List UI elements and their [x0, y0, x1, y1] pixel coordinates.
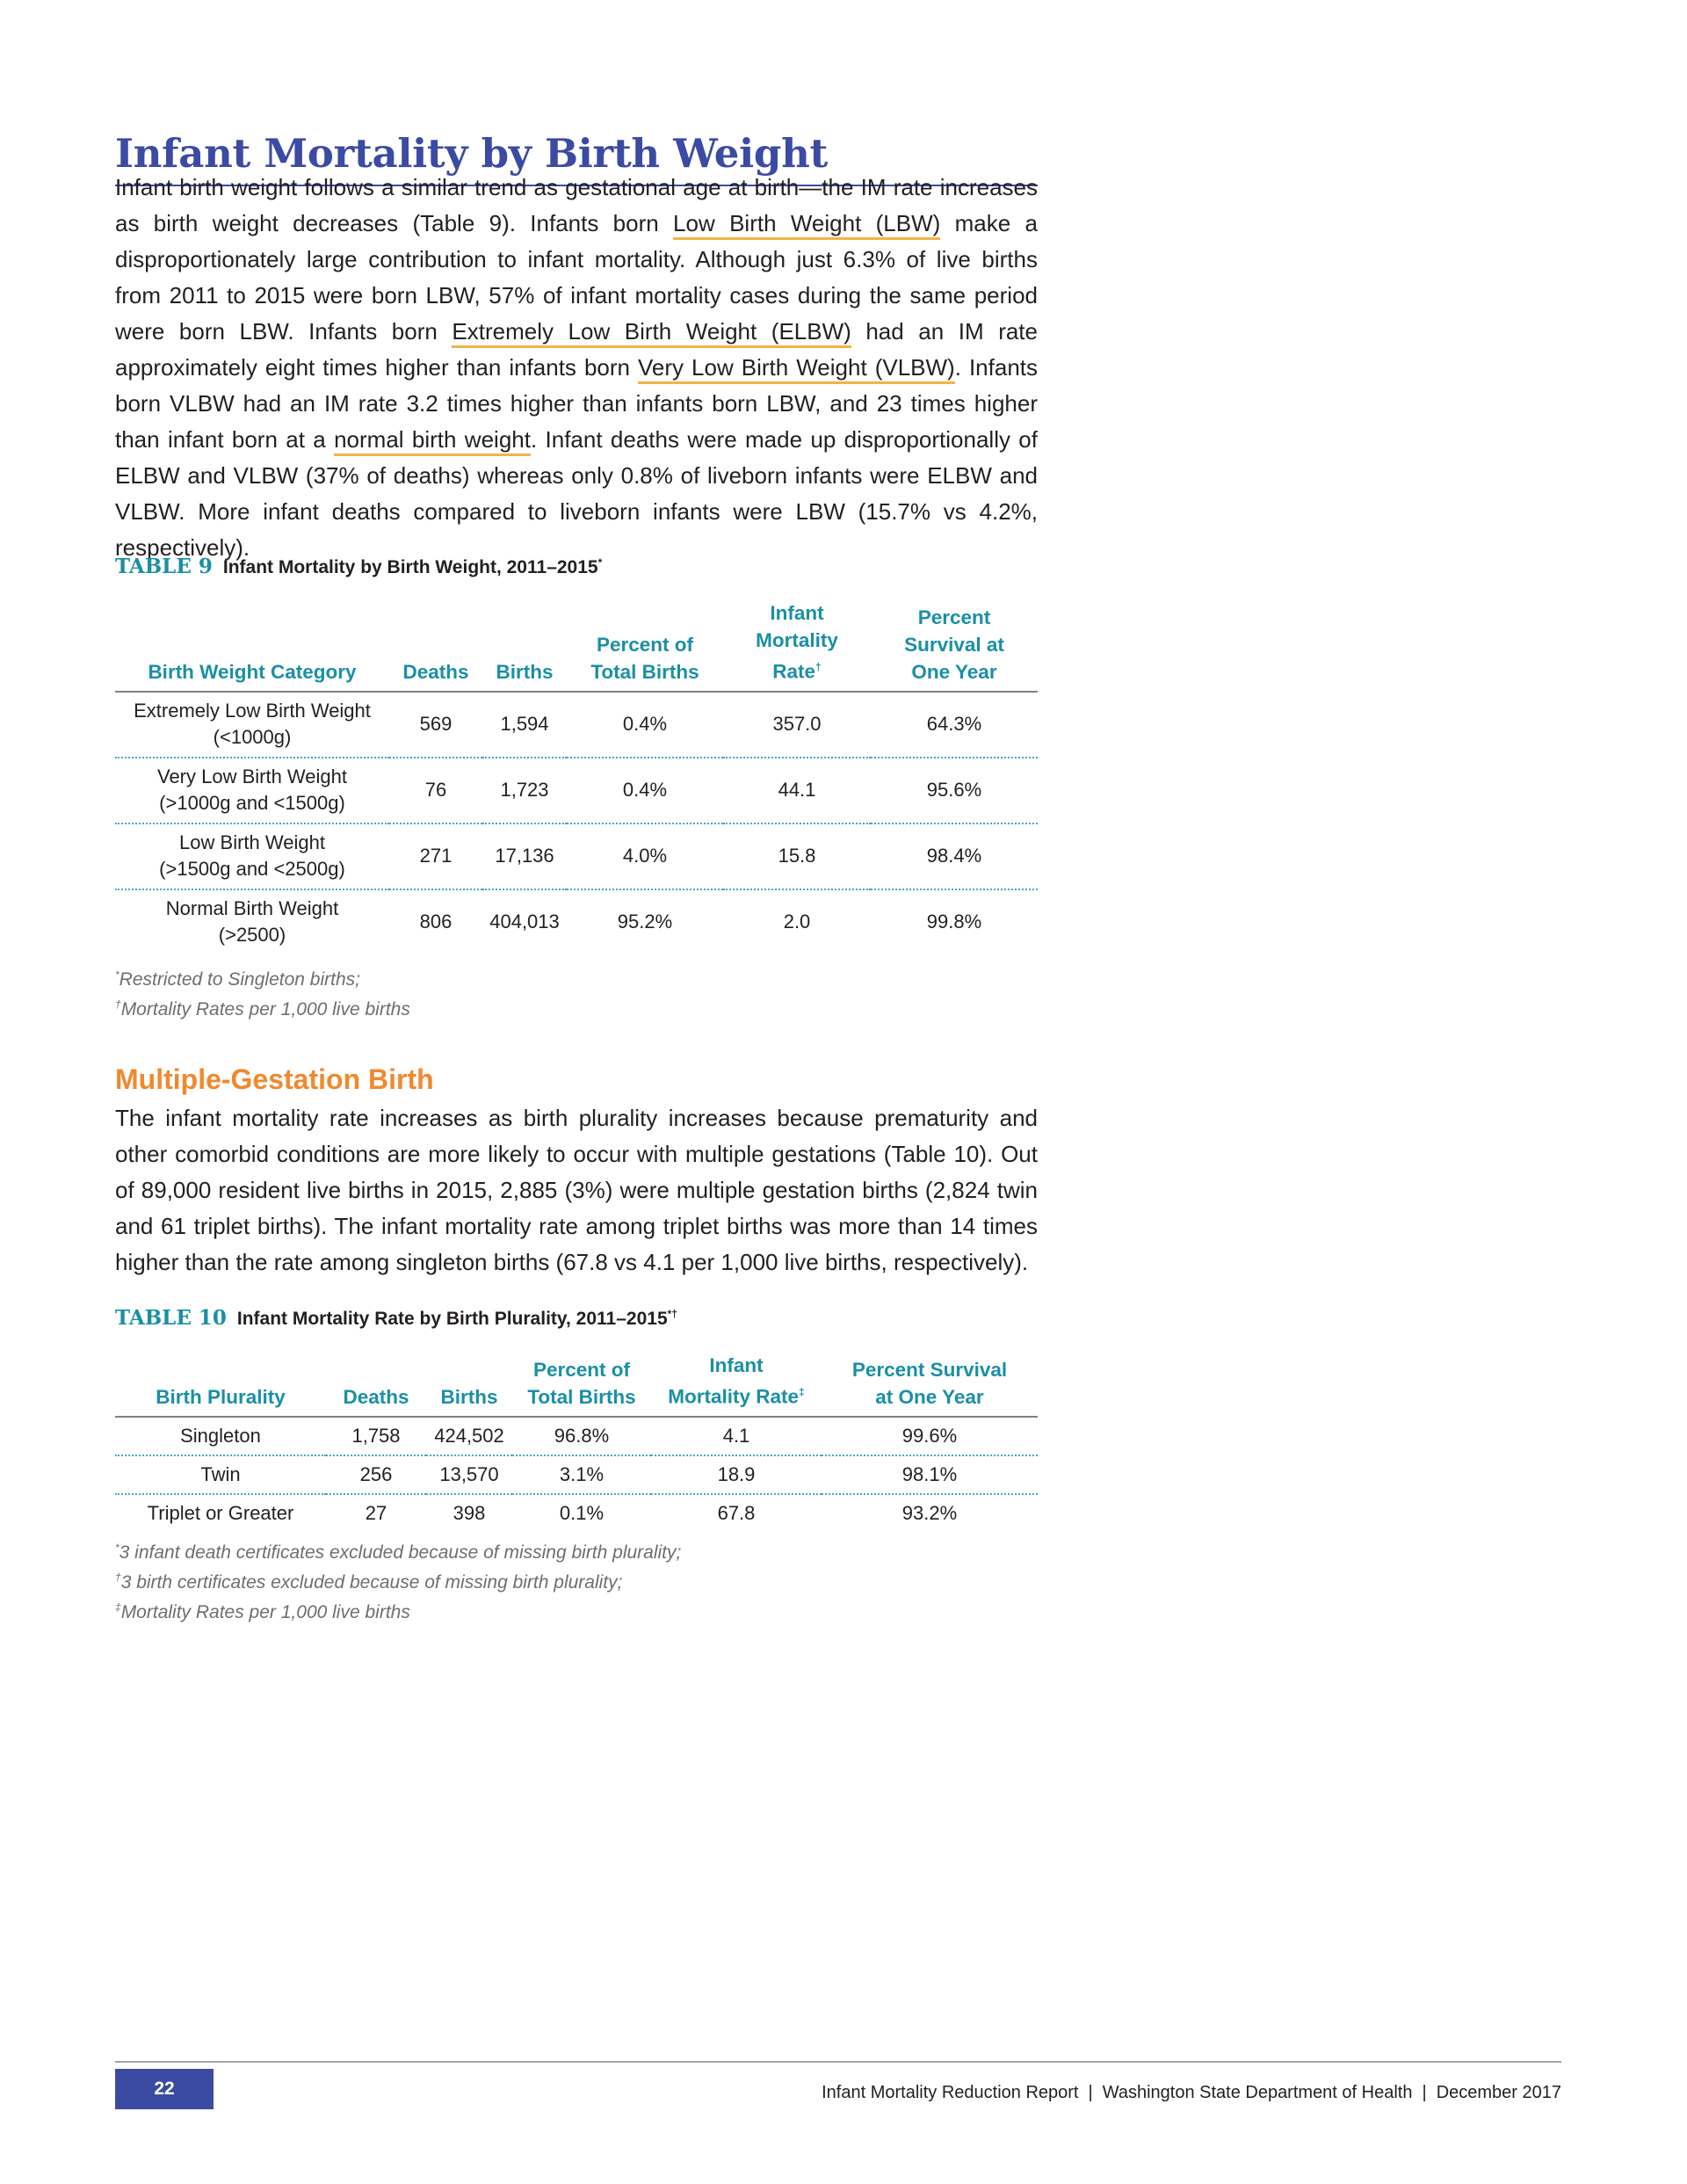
footnote-text: Mortality Rates per 1,000 live births [120, 999, 410, 1019]
table9 [115, 599, 1038, 954]
th-birth-weight-category: Birth Weight Category [115, 599, 389, 692]
footnote [115, 962, 1038, 992]
cell-percent: 95.2% [567, 889, 723, 954]
table-row [115, 1494, 1038, 1532]
th-mark: † [815, 661, 822, 673]
th-percent-survival [871, 599, 1038, 692]
th-mark: ‡ [799, 1386, 805, 1398]
table10-label: TABLE 10 [115, 1306, 227, 1330]
intro-text: had an IM rate approximately eight times higher than infants born [115, 318, 1038, 381]
th-infant-mortality-rate [723, 599, 871, 692]
category-line: Extremely Low Birth Weight [134, 700, 371, 722]
th-text: One Year [911, 660, 997, 683]
cell-births: 404,013 [482, 889, 567, 954]
category-line: Low Birth Weight [179, 831, 325, 853]
cell-deaths: 76 [389, 758, 482, 824]
cell-deaths: 1,758 [351, 1424, 401, 1447]
th-text: at One Year [875, 1385, 984, 1408]
footnote-mark: * [115, 969, 119, 981]
footnote [115, 1595, 1038, 1625]
cell-births: 1,594 [500, 713, 549, 735]
term-normal-birth-weight: normal birth weight [334, 426, 531, 456]
cell-percent: 4.0% [567, 824, 723, 889]
footnote-mark: † [115, 998, 121, 1011]
cell-deaths: 569 [419, 713, 453, 735]
cell-deaths: 271 [389, 824, 482, 889]
cell-deaths: 27 [326, 1494, 426, 1532]
th-births: Births [482, 599, 567, 692]
footnote-text: Mortality Rates per 1,000 live births [120, 1602, 410, 1622]
category-line: Normal Birth Weight [165, 897, 339, 919]
category-line: (>1000g and <1500g) [159, 792, 345, 814]
footnote [115, 1565, 1038, 1595]
intro-text: make a disproportionately large contribution to infant mortality. Although just 6.3% of live births from 2011 to 2015 were born LBW, 57% of infant mortality cases during the same period were born LBW. Infants born [115, 210, 1039, 345]
table9-label: TABLE 9 [115, 555, 213, 578]
cell-percent: 3.1% [512, 1455, 651, 1494]
table-row [115, 1417, 1038, 1455]
cell-survival: 99.6% [901, 1424, 958, 1447]
cell-plurality: Singleton [180, 1424, 261, 1447]
th-text: Mortality [756, 629, 838, 651]
cell-rate: 67.8 [651, 1494, 822, 1532]
section-paragraph: The infant mortality rate increases as birth plurality increases because prematurity and other comorbid conditions are more likely to occur with multiple gestations (Table 10). Out of 89,000 resident live births in 2015, 2,885 (3%) were multiple gestation births (2,824 twin and 61 triplet births). The infant mortality rate among triplet births was more than 14 times higher than the rate among singleton births (67.8 vs 4.1 per 1,000 live births, respectively). [115, 1105, 1038, 1275]
th-text: Mortality Rate [668, 1385, 800, 1408]
page-title: Infant Mortality by Birth Weight [115, 130, 1038, 186]
term-elbw: Extremely Low Birth Weight (ELBW) [452, 318, 851, 348]
footnote-text: 3 birth certificates excluded because of missing birth plurality; [120, 1572, 623, 1593]
th-infant-mortality-rate [651, 1352, 822, 1417]
th-deaths: Deaths [326, 1352, 426, 1417]
th-birth-plurality: Birth Plurality [115, 1352, 326, 1417]
cell-deaths: 256 [326, 1455, 426, 1494]
table10-caption [115, 1306, 1038, 1330]
th-percent-survival [822, 1352, 1038, 1417]
footnote-text: Restricted to Singleton births; [119, 969, 360, 990]
table10-notes [115, 1535, 1038, 1625]
footnote-mark: † [115, 1571, 121, 1584]
cell-survival: 64.3% [926, 713, 982, 735]
cell-rate: 44.1 [723, 758, 871, 824]
th-text: Total Births [590, 660, 699, 683]
cell-percent: 0.1% [512, 1494, 651, 1532]
intro-paragraph [115, 170, 1038, 566]
th-text: Rate [772, 660, 816, 683]
footer-org: Washington State Department of Health [1102, 2083, 1413, 2102]
cell-percent: 96.8% [554, 1424, 610, 1447]
table-row [115, 889, 1038, 954]
table10-title: Infant Mortality Rate by Birth Plurality, 2011–2015 [236, 1309, 668, 1329]
th-percent-total-births [512, 1352, 651, 1417]
th-percent-total-births [567, 599, 723, 692]
intro-text: . Infants born VLBW had an IM rate 3.2 times higher than infants born LBW, and 23 times higher than infant born at a [115, 354, 1039, 453]
footer-divider [115, 2061, 1561, 2063]
th-text: Percent [917, 606, 991, 628]
footnote [115, 1535, 1038, 1565]
footer-separator: | [1088, 2083, 1093, 2102]
term-lbw: Low Birth Weight (LBW) [673, 210, 940, 240]
cell-survival: 93.2% [822, 1494, 1038, 1532]
th-text: Survival at [904, 633, 1004, 656]
cell-births: 17,136 [482, 824, 567, 889]
table10-caption-mark: *† [667, 1308, 677, 1320]
cell-survival: 98.1% [822, 1455, 1038, 1494]
section-heading: Multiple-Gestation Birth [115, 1063, 434, 1095]
th-births: Births [426, 1352, 512, 1417]
footnote [115, 992, 1038, 1022]
footnote-text: 3 infant death certificates excluded because of missing birth plurality; [119, 1542, 682, 1563]
table9-caption-mark: * [597, 556, 603, 569]
table10 [115, 1352, 1038, 1532]
footer-text [822, 2083, 1561, 2103]
footer-report: Infant Mortality Reduction Report [822, 2083, 1079, 2102]
th-text: Total Births [527, 1385, 636, 1408]
table-row [115, 1455, 1038, 1494]
th-text: Percent of [532, 1358, 631, 1381]
footnote-mark: ‡ [115, 1601, 121, 1614]
th-text: Percent Survival [851, 1358, 1008, 1381]
page-number: 22 [115, 2069, 214, 2109]
table9-caption [115, 555, 1038, 578]
table-row [115, 824, 1038, 889]
table10-header-row [115, 1352, 1038, 1417]
cell-rate: 4.1 [722, 1424, 750, 1447]
cell-births: 1,723 [482, 758, 567, 824]
intro-text: . Infant deaths were made up disproportionally of ELBW and VLBW (37% of deaths) whereas only 0.8% of liveborn infants were ELBW and VLBW. More infant deaths compared to liveborn infants were LBW (15.7% vs 4.2%, respectively). [115, 426, 1038, 561]
intro-text: Infant birth weight follows a similar trend as gestational age at birth—the IM rate increases as birth weight decreases (Table 9). Infants born [115, 174, 1038, 236]
cell-survival: 95.6% [871, 758, 1038, 824]
th-deaths: Deaths [389, 599, 482, 692]
table-row [115, 692, 1038, 758]
term-vlbw: Very Low Birth Weight (VLBW) [638, 354, 955, 384]
cell-category [115, 889, 389, 954]
cell-category [115, 824, 389, 889]
cell-rate: 357.0 [772, 713, 822, 735]
table9-title: Infant Mortality by Birth Weight, 2011–2015 [222, 557, 598, 577]
cell-births: 424,502 [434, 1424, 504, 1447]
cell-rate: 18.9 [651, 1455, 822, 1494]
cell-rate: 15.8 [723, 824, 871, 889]
th-text: Percent of [596, 633, 694, 656]
th-text: Infant [770, 602, 824, 624]
category-line: (<1000g) [213, 726, 292, 748]
cell-survival: 99.8% [871, 889, 1038, 954]
category-line: Very Low Birth Weight [156, 765, 348, 787]
cell-category [115, 758, 389, 824]
footer-separator: | [1422, 2083, 1427, 2102]
cell-births: 13,570 [426, 1455, 512, 1494]
table-row [115, 758, 1038, 824]
table9-header-row [115, 599, 1038, 692]
cell-category [115, 692, 389, 758]
cell-rate: 2.0 [723, 889, 871, 954]
cell-deaths: 806 [389, 889, 482, 954]
footer-date: December 2017 [1436, 2083, 1561, 2102]
cell-survival: 98.4% [871, 824, 1038, 889]
footnote-mark: * [115, 1542, 119, 1554]
table9-notes [115, 962, 1038, 1022]
category-line: (>1500g and <2500g) [159, 858, 345, 880]
cell-births: 398 [426, 1494, 512, 1532]
th-text: Infant [709, 1354, 764, 1376]
cell-percent: 0.4% [622, 713, 668, 735]
category-line: (>2500) [218, 924, 286, 946]
cell-percent: 0.4% [567, 758, 723, 824]
cell-plurality: Twin [115, 1455, 326, 1494]
cell-plurality: Triplet or Greater [115, 1494, 326, 1532]
